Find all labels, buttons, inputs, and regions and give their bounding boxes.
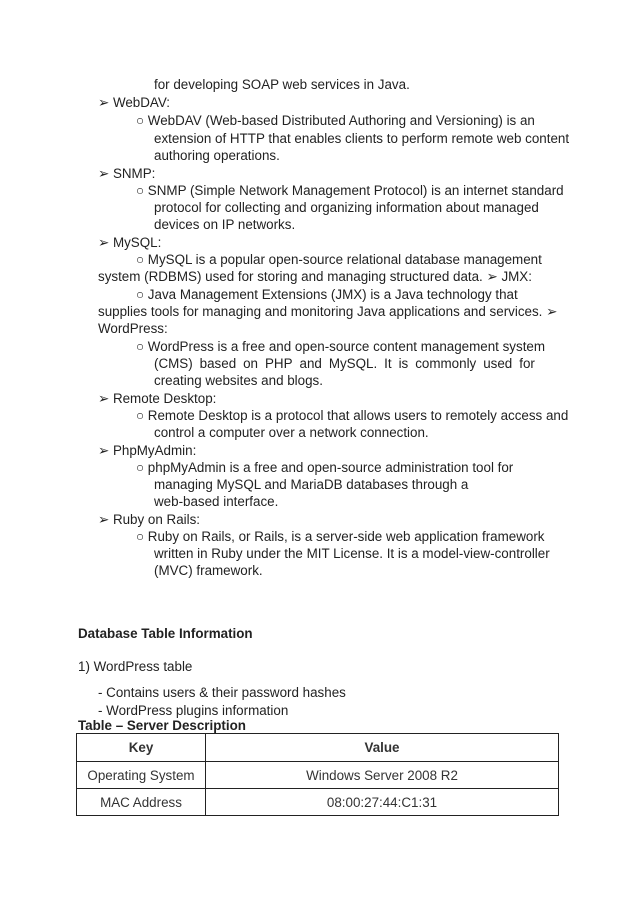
word: commonly bbox=[415, 356, 477, 371]
subbullet-phpmyadmin: ○ phpMyAdmin is a free and open-source administration tool for bbox=[136, 460, 514, 475]
word: for bbox=[519, 356, 535, 371]
section-heading: Database Table Information bbox=[78, 626, 253, 641]
bullet-snmp: ➢ SNMP: bbox=[98, 166, 156, 181]
table-row bbox=[77, 762, 559, 789]
bullet-phpmyadmin: ➢ PhpMyAdmin: bbox=[98, 443, 197, 458]
wp-bullet: - WordPress plugins information bbox=[98, 703, 289, 718]
bullet-ruby-on-rails: ➢ Ruby on Rails: bbox=[98, 512, 201, 527]
subbullet-jmx: ○ Java Management Extensions (JMX) is a Java technology that bbox=[136, 287, 518, 302]
text-line: web-based interface. bbox=[154, 494, 279, 509]
header-key: Key bbox=[77, 734, 206, 762]
word: (CMS) bbox=[154, 356, 193, 371]
text-line: creating websites and blogs. bbox=[154, 373, 323, 388]
text-line: extension of HTTP that enables clients to perform remote web content bbox=[154, 131, 570, 146]
justified-text-line bbox=[154, 355, 535, 373]
word: based bbox=[199, 356, 237, 371]
text-line: protocol for collecting and organizing information about managed bbox=[154, 200, 539, 215]
word: It bbox=[384, 356, 392, 371]
text-line: managing MySQL and MariaDB databases through a bbox=[154, 477, 469, 492]
text-line: system (RDBMS) used for storing and managing structured data. ➢ JMX: bbox=[98, 269, 532, 284]
word: and bbox=[299, 356, 322, 371]
bullet-mysql: ➢ MySQL: bbox=[98, 235, 162, 250]
subbullet-snmp: ○ SNMP (Simple Network Management Protocol) is an internet standard bbox=[136, 183, 564, 198]
table-cell: Operating System bbox=[77, 762, 206, 789]
word: MySQL. bbox=[328, 356, 378, 371]
word: used bbox=[483, 356, 513, 371]
server-description-table bbox=[76, 733, 559, 816]
table-cell: MAC Address bbox=[77, 789, 206, 816]
header-value: Value bbox=[206, 734, 559, 762]
table-cell: Windows Server 2008 R2 bbox=[206, 762, 559, 789]
text-line: WordPress: bbox=[98, 321, 168, 336]
text-line: authoring operations. bbox=[154, 148, 280, 163]
word: on bbox=[243, 356, 259, 371]
table-caption: Table – Server Description bbox=[78, 718, 246, 733]
subbullet-ruby-on-rails: ○ Ruby on Rails, or Rails, is a server-side web application framework bbox=[136, 529, 545, 544]
wp-table-title: 1) WordPress table bbox=[78, 659, 193, 674]
table-cell: 08:00:27:44:C1:31 bbox=[206, 789, 559, 816]
word: PHP bbox=[264, 356, 293, 371]
table-row bbox=[77, 789, 559, 816]
text-line: devices on IP networks. bbox=[154, 217, 296, 232]
subbullet-wordpress: ○ WordPress is a free and open-source content management system bbox=[136, 339, 546, 354]
subbullet-remote-desktop: ○ Remote Desktop is a protocol that allows users to remotely access and bbox=[136, 408, 569, 423]
word: is bbox=[398, 356, 409, 371]
wp-bullet: - Contains users & their password hashes bbox=[98, 685, 346, 700]
text-line: (MVC) framework. bbox=[154, 563, 263, 578]
text-line: supplies tools for managing and monitoring Java applications and services. ➢ bbox=[98, 304, 558, 319]
subbullet-webdav: ○ WebDAV (Web-based Distributed Authoring and Versioning) is an bbox=[136, 113, 535, 128]
table-header-row bbox=[77, 734, 559, 762]
bullet-webdav: ➢ WebDAV: bbox=[98, 95, 170, 110]
text-line: written in Ruby under the MIT License. It is a model-view-controller bbox=[154, 546, 550, 561]
text-line: control a computer over a network connection. bbox=[154, 425, 429, 440]
bullet-remote-desktop: ➢ Remote Desktop: bbox=[98, 391, 217, 406]
subbullet-mysql: ○ MySQL is a popular open-source relational database management bbox=[136, 252, 542, 267]
text-line: for developing SOAP web services in Java. bbox=[154, 77, 410, 92]
